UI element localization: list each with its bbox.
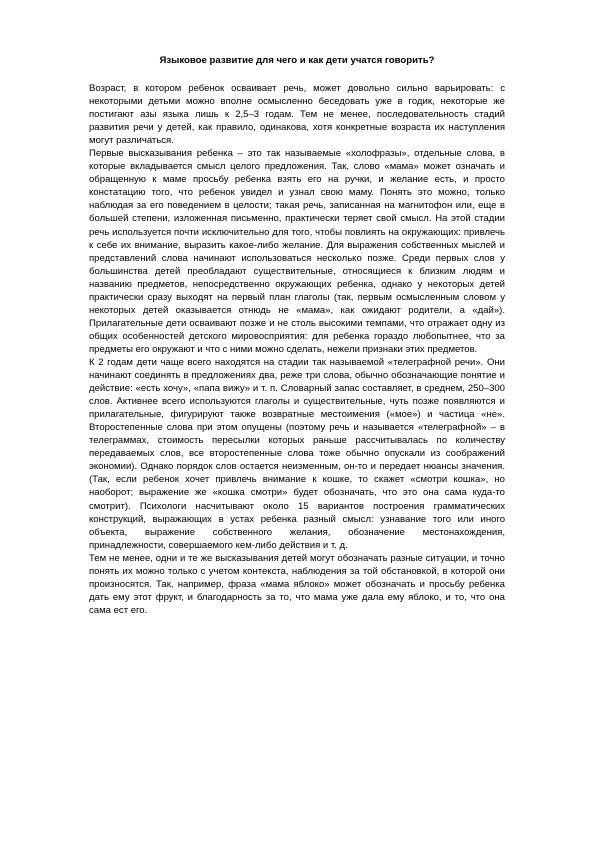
paragraph-context: Тем не менее, одни и те же высказывания детей могут обозначать разные ситуации, и точно понять их можно только с учетом контекста, наблюдения за той обстановкой, в которой они произносятся. Так, например, фраза «мама яблоко» может обозначать и просьбу ребенка дать ему этот фрукт, и благодарность за то, что мама уже дала ему яблоко, и то, что она сама ест его. [89,552,505,616]
paragraph-telegraphic-speech: К 2 годам дети чаще всего находятся на стадии так называемой «телеграфной речи». Они начинают соединять в предложениях два, реже три слова, обычно обозначающие понятие и действие: «есть хочу», «папа вижу» и т. п. Словарный запас составляет, в среднем, 250–300 слов. Активнее всего используются глаголы и существительные, чуть позже появляются и прилагательные, фигурируют также возвратные местоимения («мое») и частица «не». Второстепенные слова при этом опущены (поэтому речь и называется «телеграфной» – в телеграммах, стоимость пересылки которых раньше рассчитывалась по количеству передаваемых слов, все второстепенные слова тоже обычно опускали из соображений экономии). Однако порядок слов остается неизменным, он-то и передает нюансы значения. (Так, если ребенок хочет привлечь внимание к кошке, то скажет «смотри кошка», но наоборот; выражение же «кошка смотри» будет обозначать, что это она сама куда-то смотрит). Психологи насчитывают около 15 вариантов построения грамматических конструкций, выражающих в устах ребенка разный смысл: узнавание того или иного объекта, выражение собственного желания, обозначение местонахождения, принадлежности, совершаемого кем-либо действия и т. д. [89,356,505,551]
paragraph-holophrases: Первые высказывания ребенка – это так называемые «холофразы», отдельные слова, в которые вкладывается смысл целого предложения. Так, слово «мама» может означать и обращенную к маме просьбу ребенка взять его на ручки, и желание есть, и просто констатацию того, что ребенок увидел и узнал свою маму. Понять это можно, только наблюдая за его поведением в целости; такая речь, записанная на магнитофон или, еще в большей степени, изложенная письменно, практически теряет свой смысл. На этой стадии речь используется почти исключительно для того, чтобы повлиять на окружающих: привлечь к себе их внимание, выразить какое-либо желание. Для выражения собственных мыслей и представлений слова начинают использоваться несколько позже. Среди первых слов у большинства детей преобладают существительные, относящиеся к близким людям и названию предметов, непосредственно окружающих ребенка, однако у некоторых детей практически сразу выходят на первый план глаголы (так, первым осмысленным словом у некоторых детей оказывается отнюдь не «мама», как ожидают родители, а «дай»). Прилагательные дети осваивают позже и не столь высокими темпами, что отражает одну из общих особенностей детского мировосприятия: для ребенка гораздо любопытнее, что за предметы его окружают и что с ними можно сделать, нежели признаки этих предметов. [89,148,505,355]
document-title: Языковое развитие для чего и как дети учатся говорить? [159,55,435,66]
paragraph-speech-age: Возраст, в котором ребенок осваивает речь, может довольно сильно варьировать: с некоторыми детьми можно вполне осмысленно беседовать уже в годик, некоторые же постигают азы языка лишь к 2,5–3 годам. Тем не менее, последовательность стадий развития речи у детей, как правило, одинакова, хотя конкретные возраста их наступления могут различаться. [89,83,505,147]
document-page [89,55,505,617]
